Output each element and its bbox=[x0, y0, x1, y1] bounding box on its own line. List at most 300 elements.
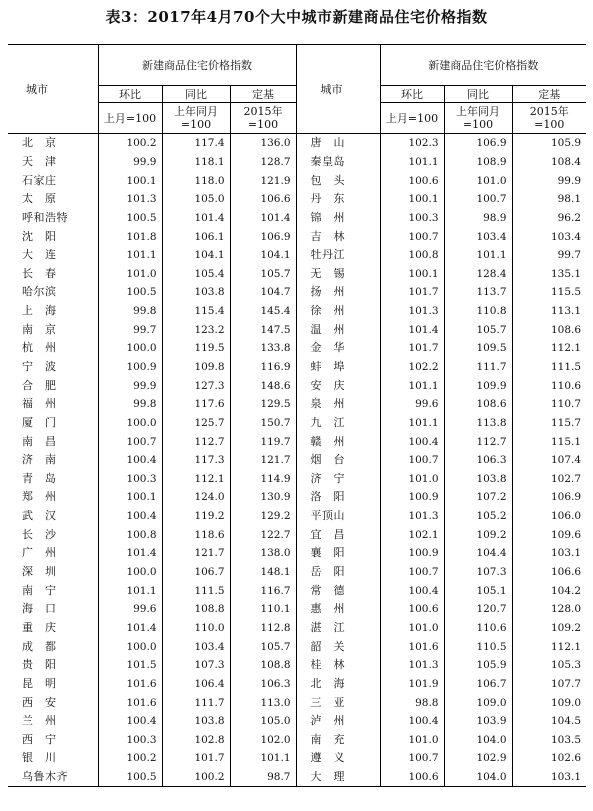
right-mom-cell: 101.1 bbox=[380, 376, 444, 395]
left-fixed-cell: 130.9 bbox=[230, 488, 296, 507]
left-mom-cell: 100.0 bbox=[98, 563, 162, 582]
yoy-header-left: 同比 bbox=[162, 86, 230, 103]
right-mom-cell: 100.7 bbox=[380, 749, 444, 768]
table-row bbox=[8, 134, 586, 153]
left-fixed-cell: 129.2 bbox=[230, 507, 296, 526]
right-fixed-cell: 104.2 bbox=[512, 581, 586, 600]
left-city-cell: 济 南 bbox=[22, 453, 57, 467]
left-city-cell: 呼和浩特 bbox=[22, 210, 68, 224]
right-fixed-cell: 99.9 bbox=[512, 171, 586, 190]
left-mom-cell: 100.2 bbox=[98, 749, 162, 768]
right-city-cell: 惠 州 bbox=[310, 602, 345, 616]
left-yoy-cell: 107.3 bbox=[162, 656, 230, 675]
right-yoy-cell: 104.0 bbox=[444, 731, 512, 750]
right-mom-cell: 100.1 bbox=[380, 190, 444, 209]
left-mom-cell: 99.9 bbox=[98, 376, 162, 395]
left-mom-cell: 100.4 bbox=[98, 507, 162, 526]
right-mom-cell: 101.7 bbox=[380, 283, 444, 302]
table-row bbox=[8, 432, 586, 451]
right-mom-cell: 101.3 bbox=[380, 302, 444, 321]
left-yoy-cell: 118.1 bbox=[162, 153, 230, 172]
right-mom-cell: 101.1 bbox=[380, 414, 444, 433]
group-header-right: 新建商品住宅价格指数 bbox=[380, 45, 586, 86]
city-header-right: 城市 bbox=[296, 45, 380, 134]
left-fixed-cell: 116.9 bbox=[230, 358, 296, 377]
left-yoy-cell: 127.3 bbox=[162, 376, 230, 395]
left-yoy-cell: 105.4 bbox=[162, 264, 230, 283]
table-row bbox=[8, 712, 586, 731]
left-mom-cell: 101.1 bbox=[98, 246, 162, 265]
right-city-cell: 宜 昌 bbox=[310, 527, 345, 541]
left-yoy-cell: 108.8 bbox=[162, 600, 230, 619]
left-fixed-cell: 98.7 bbox=[230, 768, 296, 787]
right-fixed-cell: 107.7 bbox=[512, 675, 586, 694]
right-yoy-cell: 109.2 bbox=[444, 525, 512, 544]
right-fixed-cell: 104.5 bbox=[512, 712, 586, 731]
left-fixed-cell: 106.3 bbox=[230, 675, 296, 694]
fixed-header-left: 定基 bbox=[230, 86, 296, 103]
right-city-cell: 赣 州 bbox=[310, 434, 345, 448]
left-city-cell: 昆 明 bbox=[22, 676, 57, 690]
left-fixed-cell: 138.0 bbox=[230, 544, 296, 563]
left-fixed-cell: 112.8 bbox=[230, 619, 296, 638]
left-mom-cell: 100.7 bbox=[98, 432, 162, 451]
right-fixed-cell: 106.0 bbox=[512, 507, 586, 526]
right-fixed-cell: 109.6 bbox=[512, 525, 586, 544]
left-yoy-cell: 105.0 bbox=[162, 190, 230, 209]
right-city-cell: 北 海 bbox=[310, 676, 345, 690]
right-fixed-cell: 115.1 bbox=[512, 432, 586, 451]
right-yoy-cell: 107.2 bbox=[444, 488, 512, 507]
right-fixed-cell: 96.2 bbox=[512, 209, 586, 228]
right-fixed-cell: 113.1 bbox=[512, 302, 586, 321]
right-yoy-cell: 102.9 bbox=[444, 749, 512, 768]
fixed-base-right: 2015年=100 bbox=[512, 103, 586, 134]
right-city-cell: 无 锡 bbox=[310, 266, 345, 280]
right-mom-cell: 100.4 bbox=[380, 432, 444, 451]
right-city-cell: 遵 义 bbox=[310, 751, 345, 765]
left-yoy-cell: 115.4 bbox=[162, 302, 230, 321]
left-yoy-cell: 111.7 bbox=[162, 693, 230, 712]
left-mom-cell: 100.8 bbox=[98, 525, 162, 544]
right-city-cell: 桂 林 bbox=[310, 658, 345, 672]
right-yoy-cell: 105.9 bbox=[444, 656, 512, 675]
left-city-cell: 沈 阳 bbox=[22, 229, 57, 243]
table-row bbox=[8, 656, 586, 675]
right-fixed-cell: 98.1 bbox=[512, 190, 586, 209]
left-city-cell: 北 京 bbox=[22, 136, 57, 150]
table-row bbox=[8, 153, 586, 172]
table-row bbox=[8, 339, 586, 358]
left-fixed-cell: 121.9 bbox=[230, 171, 296, 190]
left-yoy-cell: 119.2 bbox=[162, 507, 230, 526]
right-yoy-cell: 108.6 bbox=[444, 395, 512, 414]
left-city-cell: 长 沙 bbox=[22, 527, 57, 541]
fixed-base-left: 2015年=100 bbox=[230, 103, 296, 134]
right-city-cell: 洛 阳 bbox=[310, 490, 345, 504]
yoy-base-left: 上年同月=100 bbox=[162, 103, 230, 134]
right-fixed-cell: 106.6 bbox=[512, 563, 586, 582]
left-city-cell: 厦 门 bbox=[22, 415, 57, 429]
table-row bbox=[8, 470, 586, 489]
right-mom-cell: 100.7 bbox=[380, 563, 444, 582]
right-city-cell: 岳 阳 bbox=[310, 565, 345, 579]
left-city-cell: 贵 阳 bbox=[22, 658, 57, 672]
right-city-cell: 唐 山 bbox=[310, 136, 345, 150]
right-yoy-cell: 100.7 bbox=[444, 190, 512, 209]
left-yoy-cell: 112.1 bbox=[162, 470, 230, 489]
right-mom-cell: 101.7 bbox=[380, 339, 444, 358]
left-yoy-cell: 103.8 bbox=[162, 712, 230, 731]
left-city-cell: 郑 州 bbox=[22, 490, 57, 504]
left-city-cell: 青 岛 bbox=[22, 471, 57, 485]
left-fixed-cell: 121.7 bbox=[230, 451, 296, 470]
right-city-cell: 湛 江 bbox=[310, 620, 345, 634]
left-city-cell: 福 州 bbox=[22, 397, 57, 411]
right-yoy-cell: 105.1 bbox=[444, 581, 512, 600]
left-fixed-cell: 101.4 bbox=[230, 209, 296, 228]
right-mom-cell: 101.6 bbox=[380, 637, 444, 656]
right-city-cell: 泉 州 bbox=[310, 397, 345, 411]
left-city-cell: 天 津 bbox=[22, 154, 57, 168]
table-row bbox=[8, 264, 586, 283]
right-mom-cell: 100.7 bbox=[380, 451, 444, 470]
right-fixed-cell: 109.0 bbox=[512, 693, 586, 712]
table-row bbox=[8, 320, 586, 339]
right-yoy-cell: 112.7 bbox=[444, 432, 512, 451]
table-row bbox=[8, 731, 586, 750]
right-yoy-cell: 105.7 bbox=[444, 320, 512, 339]
right-mom-cell: 101.0 bbox=[380, 619, 444, 638]
left-fixed-cell: 148.6 bbox=[230, 376, 296, 395]
right-city-cell: 吉 林 bbox=[310, 229, 345, 243]
left-yoy-cell: 101.4 bbox=[162, 209, 230, 228]
left-mom-cell: 100.5 bbox=[98, 768, 162, 787]
right-fixed-cell: 105.3 bbox=[512, 656, 586, 675]
left-city-cell: 杭 州 bbox=[22, 341, 57, 355]
right-city-cell: 蚌 埠 bbox=[310, 360, 345, 373]
left-city-cell: 海 口 bbox=[22, 602, 57, 616]
left-city-cell: 深 圳 bbox=[22, 565, 57, 579]
left-yoy-cell: 117.3 bbox=[162, 451, 230, 470]
right-mom-cell: 100.1 bbox=[380, 264, 444, 283]
left-mom-cell: 100.3 bbox=[98, 731, 162, 750]
right-fixed-cell: 107.4 bbox=[512, 451, 586, 470]
left-fixed-cell: 105.7 bbox=[230, 264, 296, 283]
table-title: 表3：2017年4月70个大中城市新建商品住宅价格指数 bbox=[105, 8, 488, 26]
left-yoy-cell: 119.5 bbox=[162, 339, 230, 358]
left-city-cell: 长 春 bbox=[22, 266, 57, 280]
right-mom-cell: 102.1 bbox=[380, 525, 444, 544]
left-mom-cell: 100.1 bbox=[98, 171, 162, 190]
left-yoy-cell: 121.7 bbox=[162, 544, 230, 563]
right-mom-cell: 101.0 bbox=[380, 731, 444, 750]
left-yoy-cell: 102.8 bbox=[162, 731, 230, 750]
left-fixed-cell: 129.5 bbox=[230, 395, 296, 414]
left-fixed-cell: 110.1 bbox=[230, 600, 296, 619]
left-fixed-cell: 106.9 bbox=[230, 227, 296, 246]
left-mom-cell: 100.4 bbox=[98, 451, 162, 470]
right-city-cell: 大 理 bbox=[310, 770, 345, 784]
right-mom-cell: 100.3 bbox=[380, 209, 444, 228]
left-fixed-cell: 105.7 bbox=[230, 637, 296, 656]
left-city-cell: 南 宁 bbox=[22, 583, 57, 597]
right-mom-cell: 102.2 bbox=[380, 358, 444, 377]
left-mom-cell: 100.0 bbox=[98, 637, 162, 656]
table-row bbox=[8, 246, 586, 265]
left-mom-cell: 100.5 bbox=[98, 209, 162, 228]
right-mom-cell: 100.9 bbox=[380, 544, 444, 563]
right-fixed-cell: 109.2 bbox=[512, 619, 586, 638]
left-mom-cell: 101.3 bbox=[98, 190, 162, 209]
table-row bbox=[8, 563, 586, 582]
left-city-cell: 上 海 bbox=[22, 304, 57, 318]
right-city-cell: 安 庆 bbox=[310, 378, 345, 392]
right-mom-cell: 101.3 bbox=[380, 507, 444, 526]
left-fixed-cell: 119.7 bbox=[230, 432, 296, 451]
left-mom-cell: 100.9 bbox=[98, 358, 162, 377]
table-row bbox=[8, 600, 586, 619]
left-fixed-cell: 104.1 bbox=[230, 246, 296, 265]
left-fixed-cell: 102.0 bbox=[230, 731, 296, 750]
right-yoy-cell: 105.2 bbox=[444, 507, 512, 526]
left-yoy-cell: 112.7 bbox=[162, 432, 230, 451]
left-mom-cell: 99.9 bbox=[98, 153, 162, 172]
right-yoy-cell: 128.4 bbox=[444, 264, 512, 283]
mom-base-left: 上月=100 bbox=[98, 103, 162, 134]
right-fixed-cell: 102.7 bbox=[512, 470, 586, 489]
right-yoy-cell: 103.8 bbox=[444, 470, 512, 489]
right-yoy-cell: 109.0 bbox=[444, 693, 512, 712]
right-fixed-cell: 112.1 bbox=[512, 339, 586, 358]
right-city-cell: 襄 阳 bbox=[310, 546, 345, 560]
left-city-cell: 南 昌 bbox=[22, 434, 57, 448]
table-row bbox=[8, 507, 586, 526]
mom-header-left: 环比 bbox=[98, 86, 162, 103]
left-yoy-cell: 100.2 bbox=[162, 768, 230, 787]
left-mom-cell: 101.6 bbox=[98, 693, 162, 712]
right-fixed-cell: 103.4 bbox=[512, 227, 586, 246]
left-city-cell: 太 原 bbox=[22, 192, 57, 206]
right-yoy-cell: 113.7 bbox=[444, 283, 512, 302]
right-fixed-cell: 110.7 bbox=[512, 395, 586, 414]
right-yoy-cell: 103.4 bbox=[444, 227, 512, 246]
left-fixed-cell: 114.9 bbox=[230, 470, 296, 489]
right-fixed-cell: 108.4 bbox=[512, 153, 586, 172]
left-mom-cell: 101.1 bbox=[98, 581, 162, 600]
right-city-cell: 南 充 bbox=[310, 732, 345, 746]
table-row bbox=[8, 749, 586, 768]
left-mom-cell: 99.8 bbox=[98, 395, 162, 414]
left-fixed-cell: 106.6 bbox=[230, 190, 296, 209]
right-mom-cell: 100.4 bbox=[380, 581, 444, 600]
left-mom-cell: 99.6 bbox=[98, 600, 162, 619]
right-city-cell: 泸 州 bbox=[310, 714, 345, 728]
right-city-cell: 扬 州 bbox=[310, 285, 345, 299]
left-city-cell: 宁 波 bbox=[22, 360, 57, 373]
left-fixed-cell: 145.4 bbox=[230, 302, 296, 321]
right-fixed-cell: 110.6 bbox=[512, 376, 586, 395]
right-mom-cell: 102.3 bbox=[380, 134, 444, 153]
table-body bbox=[8, 134, 586, 787]
left-city-cell: 南 京 bbox=[22, 322, 57, 336]
right-yoy-cell: 101.1 bbox=[444, 246, 512, 265]
left-yoy-cell: 104.1 bbox=[162, 246, 230, 265]
mom-header-right: 环比 bbox=[380, 86, 444, 103]
table-row bbox=[8, 525, 586, 544]
price-index-table bbox=[8, 44, 586, 787]
right-city-cell: 韶 关 bbox=[310, 639, 345, 653]
right-mom-cell: 100.4 bbox=[380, 712, 444, 731]
right-city-cell: 温 州 bbox=[310, 322, 345, 336]
yoy-header-right: 同比 bbox=[444, 86, 512, 103]
left-yoy-cell: 118.6 bbox=[162, 525, 230, 544]
table-header bbox=[8, 45, 586, 134]
right-fixed-cell: 115.5 bbox=[512, 283, 586, 302]
left-mom-cell: 101.8 bbox=[98, 227, 162, 246]
table-row bbox=[8, 283, 586, 302]
table-row bbox=[8, 209, 586, 228]
left-mom-cell: 101.4 bbox=[98, 544, 162, 563]
left-fixed-cell: 148.1 bbox=[230, 563, 296, 582]
left-fixed-cell: 104.7 bbox=[230, 283, 296, 302]
right-fixed-cell: 106.9 bbox=[512, 488, 586, 507]
table-row bbox=[8, 376, 586, 395]
right-yoy-cell: 111.7 bbox=[444, 358, 512, 377]
left-mom-cell: 100.4 bbox=[98, 712, 162, 731]
right-mom-cell: 100.8 bbox=[380, 246, 444, 265]
table-row bbox=[8, 190, 586, 209]
left-city-cell: 乌鲁木齐 bbox=[22, 770, 68, 784]
left-yoy-cell: 124.0 bbox=[162, 488, 230, 507]
left-mom-cell: 101.4 bbox=[98, 619, 162, 638]
left-yoy-cell: 111.5 bbox=[162, 581, 230, 600]
left-city-cell: 重 庆 bbox=[22, 620, 57, 634]
right-fixed-cell: 135.1 bbox=[512, 264, 586, 283]
right-mom-cell: 100.7 bbox=[380, 227, 444, 246]
left-mom-cell: 100.5 bbox=[98, 283, 162, 302]
left-mom-cell: 100.0 bbox=[98, 414, 162, 433]
right-yoy-cell: 98.9 bbox=[444, 209, 512, 228]
table-row bbox=[8, 768, 586, 787]
right-city-cell: 平顶山 bbox=[310, 509, 345, 523]
left-city-cell: 西 安 bbox=[22, 695, 57, 709]
left-fixed-cell: 133.8 bbox=[230, 339, 296, 358]
table-row bbox=[8, 227, 586, 246]
right-fixed-cell: 103.1 bbox=[512, 544, 586, 563]
right-city-cell: 金 华 bbox=[310, 341, 345, 355]
right-fixed-cell: 99.7 bbox=[512, 246, 586, 265]
right-yoy-cell: 104.4 bbox=[444, 544, 512, 563]
table-row bbox=[8, 619, 586, 638]
right-fixed-cell: 105.9 bbox=[512, 134, 586, 153]
right-fixed-cell: 102.6 bbox=[512, 749, 586, 768]
left-city-cell: 合 肥 bbox=[22, 378, 57, 392]
right-mom-cell: 98.8 bbox=[380, 693, 444, 712]
right-mom-cell: 101.4 bbox=[380, 320, 444, 339]
left-city-cell: 成 都 bbox=[22, 639, 57, 653]
left-yoy-cell: 117.4 bbox=[162, 134, 230, 153]
left-fixed-cell: 116.7 bbox=[230, 581, 296, 600]
right-fixed-cell: 112.1 bbox=[512, 637, 586, 656]
left-yoy-cell: 117.6 bbox=[162, 395, 230, 414]
table-row bbox=[8, 451, 586, 470]
right-yoy-cell: 107.3 bbox=[444, 563, 512, 582]
left-yoy-cell: 106.1 bbox=[162, 227, 230, 246]
yoy-base-right: 上年同月=100 bbox=[444, 103, 512, 134]
left-yoy-cell: 101.7 bbox=[162, 749, 230, 768]
table-row bbox=[8, 358, 586, 377]
left-mom-cell: 100.0 bbox=[98, 339, 162, 358]
table-row bbox=[8, 637, 586, 656]
right-fixed-cell: 103.5 bbox=[512, 731, 586, 750]
left-city-cell: 武 汉 bbox=[22, 509, 57, 523]
table-row bbox=[8, 544, 586, 563]
left-city-cell: 西 宁 bbox=[22, 732, 57, 746]
right-city-cell: 包 头 bbox=[310, 173, 345, 187]
left-mom-cell: 101.6 bbox=[98, 675, 162, 694]
mom-base-right: 上月=100 bbox=[380, 103, 444, 134]
fixed-header-right: 定基 bbox=[512, 86, 586, 103]
right-yoy-cell: 109.9 bbox=[444, 376, 512, 395]
right-yoy-cell: 101.0 bbox=[444, 171, 512, 190]
table-row bbox=[8, 488, 586, 507]
left-yoy-cell: 118.0 bbox=[162, 171, 230, 190]
left-fixed-cell: 150.7 bbox=[230, 414, 296, 433]
left-yoy-cell: 109.8 bbox=[162, 358, 230, 377]
right-city-cell: 徐 州 bbox=[310, 304, 345, 318]
left-fixed-cell: 136.0 bbox=[230, 134, 296, 153]
right-yoy-cell: 103.9 bbox=[444, 712, 512, 731]
right-mom-cell: 100.6 bbox=[380, 768, 444, 787]
left-fixed-cell: 128.7 bbox=[230, 153, 296, 172]
left-fixed-cell: 113.0 bbox=[230, 693, 296, 712]
left-fixed-cell: 108.8 bbox=[230, 656, 296, 675]
right-city-cell: 牡丹江 bbox=[310, 248, 345, 262]
table-row bbox=[8, 171, 586, 190]
left-mom-cell: 101.5 bbox=[98, 656, 162, 675]
left-yoy-cell: 106.4 bbox=[162, 675, 230, 694]
right-yoy-cell: 106.7 bbox=[444, 675, 512, 694]
right-yoy-cell: 120.7 bbox=[444, 600, 512, 619]
right-yoy-cell: 109.5 bbox=[444, 339, 512, 358]
left-city-cell: 哈尔滨 bbox=[22, 285, 57, 299]
right-fixed-cell: 115.7 bbox=[512, 414, 586, 433]
right-mom-cell: 100.6 bbox=[380, 600, 444, 619]
left-yoy-cell: 103.4 bbox=[162, 637, 230, 656]
table-row bbox=[8, 302, 586, 321]
left-city-cell: 石家庄 bbox=[22, 173, 57, 187]
right-yoy-cell: 104.0 bbox=[444, 768, 512, 787]
table-row bbox=[8, 395, 586, 414]
left-mom-cell: 100.3 bbox=[98, 470, 162, 489]
left-fixed-cell: 147.5 bbox=[230, 320, 296, 339]
left-yoy-cell: 125.7 bbox=[162, 414, 230, 433]
table-row bbox=[8, 414, 586, 433]
right-city-cell: 秦皇岛 bbox=[310, 154, 345, 168]
right-mom-cell: 101.0 bbox=[380, 470, 444, 489]
right-mom-cell: 99.6 bbox=[380, 395, 444, 414]
right-city-cell: 丹 东 bbox=[310, 192, 345, 206]
left-yoy-cell: 103.8 bbox=[162, 283, 230, 302]
right-city-cell: 烟 台 bbox=[310, 453, 345, 467]
left-mom-cell: 99.7 bbox=[98, 320, 162, 339]
right-mom-cell: 100.6 bbox=[380, 171, 444, 190]
left-city-cell: 大 连 bbox=[22, 248, 57, 262]
left-mom-cell: 99.8 bbox=[98, 302, 162, 321]
table-row bbox=[8, 675, 586, 694]
table-row bbox=[8, 693, 586, 712]
